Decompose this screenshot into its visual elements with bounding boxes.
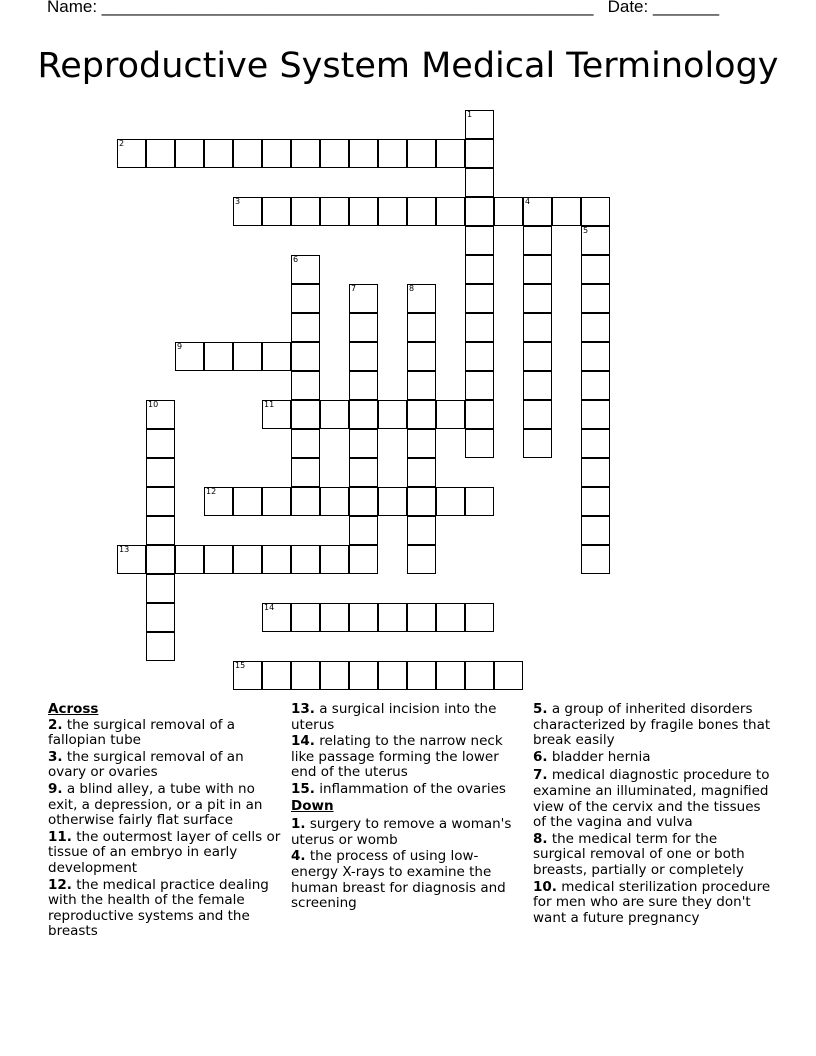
grid-cell[interactable]: [465, 110, 494, 139]
clue-number-label: 7: [351, 284, 357, 293]
grid-cell[interactable]: [349, 197, 378, 226]
clue-number-label: 14: [264, 603, 275, 612]
clue-number: 6.: [533, 748, 548, 765]
grid-cell[interactable]: [117, 545, 146, 574]
grid-cell[interactable]: [175, 342, 204, 371]
grid-cell[interactable]: [349, 603, 378, 632]
grid-cell[interactable]: [581, 371, 610, 400]
clue-text: bladder hernia: [551, 748, 651, 765]
grid-cell[interactable]: [407, 429, 436, 458]
grid-cell[interactable]: [581, 516, 610, 545]
grid-cell[interactable]: [523, 226, 552, 255]
grid-cell[interactable]: [233, 545, 262, 574]
clue-number-label: 6: [293, 255, 299, 264]
grid-cell[interactable]: [494, 661, 523, 690]
across-clue: [48, 878, 284, 940]
grid-cell[interactable]: [320, 487, 349, 516]
grid-cell[interactable]: [291, 255, 320, 284]
grid-cell[interactable]: [291, 603, 320, 632]
clue-text: the medical practice dealing with the health of the female reproductive systems and the breasts: [48, 876, 269, 940]
grid-cell[interactable]: [117, 139, 146, 168]
clue-number-label: 4: [525, 197, 531, 206]
grid-cell[interactable]: [262, 139, 291, 168]
grid-cell[interactable]: [291, 284, 320, 313]
clue-number-label: 12: [206, 487, 217, 496]
clue-text: medical sterilization procedure for men who are sure they don't want a future pregnancy: [533, 878, 771, 926]
clue-number-label: 5: [583, 226, 589, 235]
across-clue: [48, 718, 284, 749]
grid-cell[interactable]: [581, 458, 610, 487]
grid-cell[interactable]: [465, 603, 494, 632]
down-clue: [291, 817, 523, 848]
grid-cell[interactable]: [581, 487, 610, 516]
grid-cell[interactable]: [407, 545, 436, 574]
clue-number-label: 9: [177, 342, 183, 351]
grid-cell[interactable]: [204, 139, 233, 168]
grid-cell[interactable]: [349, 661, 378, 690]
clue-number: 9.: [48, 780, 63, 797]
grid-cell[interactable]: [465, 139, 494, 168]
clue-number: 14.: [291, 733, 315, 750]
grid-cell[interactable]: [581, 313, 610, 342]
clue-number: 2.: [48, 716, 63, 733]
grid-cell[interactable]: [465, 226, 494, 255]
clue-number-label: 8: [409, 284, 415, 293]
grid-cell[interactable]: [465, 661, 494, 690]
clue-text: a surgical incision into the uterus: [291, 701, 497, 733]
grid-cell[interactable]: [146, 487, 175, 516]
grid-cell[interactable]: [262, 487, 291, 516]
grid-cell[interactable]: [436, 400, 465, 429]
across-clue: [48, 750, 284, 781]
grid-cell[interactable]: [523, 429, 552, 458]
clue-number: 11.: [48, 828, 72, 845]
grid-cell[interactable]: [291, 197, 320, 226]
grid-cell[interactable]: [407, 139, 436, 168]
grid-cell[interactable]: [407, 458, 436, 487]
grid-cell[interactable]: [320, 139, 349, 168]
grid-cell[interactable]: [262, 400, 291, 429]
grid-cell[interactable]: [523, 371, 552, 400]
grid-cell[interactable]: [146, 545, 175, 574]
grid-cell[interactable]: [349, 458, 378, 487]
clue-number: 15.: [291, 780, 315, 797]
clue-column-2: [291, 702, 523, 913]
clue-number: 12.: [48, 876, 72, 893]
clue-text: the process of using low-energy X-rays to examine the human breast for diagnosis and screening: [291, 848, 506, 912]
down-clue: [533, 702, 773, 749]
clue-number-label: 1: [467, 110, 473, 119]
grid-cell[interactable]: [523, 255, 552, 284]
grid-cell[interactable]: [465, 197, 494, 226]
clue-text: the surgical removal of an ovary or ovaries: [48, 748, 244, 781]
across-clue: [291, 702, 523, 733]
grid-cell[interactable]: [407, 400, 436, 429]
grid-cell[interactable]: [291, 545, 320, 574]
grid-cell[interactable]: [349, 139, 378, 168]
clue-column-1: [48, 702, 284, 941]
grid-cell[interactable]: [262, 661, 291, 690]
grid-cell[interactable]: [291, 429, 320, 458]
grid-cell[interactable]: [523, 197, 552, 226]
down-heading: Down: [291, 797, 334, 814]
clue-text: the medical term for the surgical removal of one or both breasts, partially or completely: [533, 830, 745, 878]
grid-cell[interactable]: [465, 371, 494, 400]
grid-cell[interactable]: [175, 139, 204, 168]
grid-cell[interactable]: [407, 284, 436, 313]
grid-cell[interactable]: [262, 342, 291, 371]
clue-number-label: 13: [119, 545, 130, 554]
grid-cell[interactable]: [465, 255, 494, 284]
clue-number: 4.: [291, 848, 306, 865]
grid-cell[interactable]: [349, 313, 378, 342]
grid-cell[interactable]: [378, 661, 407, 690]
clue-number: 10.: [533, 878, 557, 895]
grid-cell[interactable]: [233, 139, 262, 168]
down-clue: [291, 849, 523, 911]
down-clue: [533, 750, 773, 766]
grid-cell[interactable]: [204, 545, 233, 574]
grid-cell[interactable]: [436, 197, 465, 226]
clue-text: relating to the narrow neck like passage forming the lower end of the uterus: [291, 733, 503, 781]
clue-number-label: 3: [235, 197, 241, 206]
grid-cell[interactable]: [146, 139, 175, 168]
grid-cell[interactable]: [291, 313, 320, 342]
grid-cell[interactable]: [262, 545, 291, 574]
grid-cell[interactable]: [581, 197, 610, 226]
grid-cell[interactable]: [291, 661, 320, 690]
grid-cell[interactable]: [465, 313, 494, 342]
grid-cell[interactable]: [465, 168, 494, 197]
grid-cell[interactable]: [349, 487, 378, 516]
grid-cell[interactable]: [146, 429, 175, 458]
clue-number: 3.: [48, 748, 63, 765]
clue-number-label: 11: [264, 400, 275, 409]
grid-cell[interactable]: [320, 197, 349, 226]
grid-cell[interactable]: [349, 284, 378, 313]
grid-cell[interactable]: [581, 226, 610, 255]
grid-cell[interactable]: [552, 197, 581, 226]
grid-cell[interactable]: [291, 342, 320, 371]
grid-cell[interactable]: [320, 603, 349, 632]
clue-text: the surgical removal of a fallopian tube: [48, 716, 236, 749]
grid-cell[interactable]: [349, 342, 378, 371]
grid-cell[interactable]: [291, 487, 320, 516]
across-heading: Across: [48, 701, 99, 717]
grid-cell[interactable]: [523, 313, 552, 342]
grid-cell[interactable]: [320, 661, 349, 690]
grid-cell[interactable]: [146, 603, 175, 632]
grid-cell[interactable]: [349, 545, 378, 574]
grid-cell[interactable]: [146, 400, 175, 429]
down-clue: [533, 832, 773, 879]
grid-cell[interactable]: [523, 284, 552, 313]
clue-number: 13.: [291, 701, 315, 717]
grid-cell[interactable]: [320, 545, 349, 574]
across-clue: [291, 782, 523, 798]
clue-text: a blind alley, a tube with no exit, a depression, or a pit in an otherwise fairly flat surface: [48, 780, 263, 829]
grid-cell[interactable]: [146, 458, 175, 487]
grid-cell[interactable]: [349, 429, 378, 458]
grid-cell[interactable]: [465, 284, 494, 313]
grid-cell[interactable]: [349, 371, 378, 400]
clue-text: a group of inherited disorders characterized by fragile bones that break easily: [533, 702, 771, 749]
grid-cell[interactable]: [465, 342, 494, 371]
grid-cell[interactable]: [523, 342, 552, 371]
clue-number-label: 15: [235, 661, 246, 670]
down-clue: [533, 880, 773, 927]
clue-number: 7.: [533, 767, 548, 784]
grid-cell[interactable]: [407, 603, 436, 632]
clue-column-3: [533, 702, 773, 956]
grid-cell[interactable]: [291, 400, 320, 429]
grid-cell[interactable]: [465, 400, 494, 429]
grid-cell[interactable]: [349, 400, 378, 429]
grid-cell[interactable]: [378, 400, 407, 429]
grid-cell[interactable]: [146, 516, 175, 545]
grid-cell[interactable]: [378, 603, 407, 632]
across-clue: [48, 782, 284, 829]
grid-cell[interactable]: [378, 487, 407, 516]
grid-cell[interactable]: [262, 197, 291, 226]
clue-number-label: 2: [119, 139, 125, 148]
grid-cell[interactable]: [320, 400, 349, 429]
page-title: Reproductive System Medical Terminology: [37, 46, 779, 86]
name-date-line: Name: ____________________________________________________ Date: _______: [47, 0, 720, 16]
clue-number-label: 10: [148, 400, 159, 409]
clue-number: 5.: [533, 702, 548, 717]
grid-cell[interactable]: [233, 197, 262, 226]
across-clue: [291, 734, 523, 781]
grid-cell[interactable]: [175, 545, 204, 574]
grid-cell[interactable]: [407, 371, 436, 400]
grid-cell[interactable]: [494, 197, 523, 226]
grid-cell[interactable]: [436, 661, 465, 690]
grid-cell[interactable]: [581, 400, 610, 429]
grid-cell[interactable]: [233, 661, 262, 690]
grid-cell[interactable]: [378, 139, 407, 168]
grid-cell[interactable]: [262, 603, 291, 632]
grid-cell[interactable]: [581, 342, 610, 371]
grid-cell[interactable]: [407, 313, 436, 342]
clue-text: medical diagnostic procedure to examine an illuminated, magnified view of the cervix and the tissues of the vagina and vulva: [533, 767, 770, 831]
grid-cell[interactable]: [233, 342, 262, 371]
grid-cell[interactable]: [407, 487, 436, 516]
clue-text: the outermost layer of cells or tissue of an embryo in early development: [48, 828, 281, 876]
across-clue: [48, 830, 284, 877]
grid-cell[interactable]: [523, 400, 552, 429]
grid-cell[interactable]: [436, 487, 465, 516]
clue-text: surgery to remove a woman's uterus or womb: [291, 816, 512, 848]
grid-cell[interactable]: [378, 197, 407, 226]
clue-text: inflammation of the ovaries: [319, 780, 506, 797]
grid-cell[interactable]: [291, 458, 320, 487]
down-clue: [533, 768, 773, 830]
grid-cell[interactable]: [146, 574, 175, 603]
grid-cell[interactable]: [581, 545, 610, 574]
grid-cell[interactable]: [581, 429, 610, 458]
grid-cell[interactable]: [436, 139, 465, 168]
clue-number: 8.: [533, 830, 548, 847]
grid-cell[interactable]: [146, 632, 175, 661]
clue-number: 1.: [291, 816, 306, 833]
grid-cell[interactable]: [436, 603, 465, 632]
grid-cell[interactable]: [291, 371, 320, 400]
grid-cell[interactable]: [233, 487, 262, 516]
grid-cell[interactable]: [204, 342, 233, 371]
grid-cell[interactable]: [349, 516, 378, 545]
grid-cell[interactable]: [581, 255, 610, 284]
grid-cell[interactable]: [407, 516, 436, 545]
grid-cell[interactable]: [204, 487, 233, 516]
grid-cell[interactable]: [291, 139, 320, 168]
grid-cell[interactable]: [465, 487, 494, 516]
grid-cell[interactable]: [407, 197, 436, 226]
grid-cell[interactable]: [407, 342, 436, 371]
grid-cell[interactable]: [465, 429, 494, 458]
grid-cell[interactable]: [407, 661, 436, 690]
grid-cell[interactable]: [581, 284, 610, 313]
